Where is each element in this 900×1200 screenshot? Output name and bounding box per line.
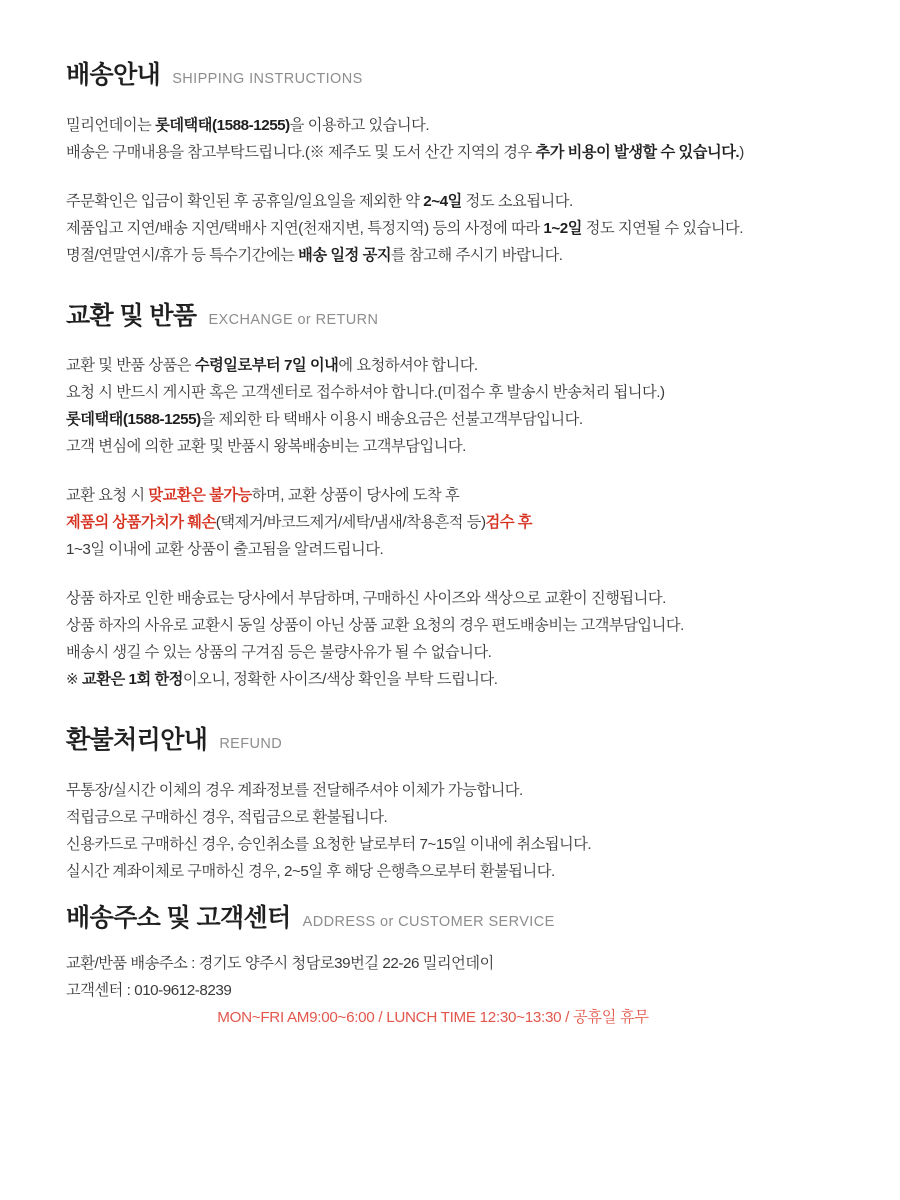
- address-heading-en: ADDRESS or CUSTOMER SERVICE: [302, 913, 555, 930]
- section-refund: [66, 727, 840, 885]
- address-heading: [66, 905, 840, 933]
- exchange-p3-line-4: ※ 교환은 1회 한정이오니, 정확한 사이즈/색상 확인을 부탁 드립니다.: [66, 671, 498, 688]
- business-hours: MON~FRI AM9:00~6:00 / LUNCH TIME 12:30~13:30 / 공휴일 휴무: [217, 1009, 649, 1026]
- refund-p1-line-2: 적립금으로 구매하신 경우, 적립금으로 환불됩니다.: [66, 808, 388, 826]
- shipping-paragraph-2: [66, 188, 840, 269]
- exchange-p2-line-1: 교환 요청 시 맞교환은 불가능하며, 교환 상품이 당사에 도착 후: [66, 487, 460, 504]
- exchange-p2-line-2: 제품의 상품가치가 훼손(택제거/바코드제거/세탁/냄새/착용흔적 등)검수 후: [66, 514, 533, 531]
- exchange-p1-line-2: 요청 시 반드시 게시판 혹은 고객센터로 접수하셔야 합니다.(미접수 후 발송시 반송처리 됩니다.): [66, 384, 665, 401]
- refund-p1-line-1: 무통장/실시간 이체의 경우 계좌정보를 전달해주셔야 이체가 가능합니다.: [66, 781, 523, 799]
- exchange-paragraph-1: [66, 352, 840, 460]
- shipping-p2-line-1: 주문확인은 입금이 확인된 후 공휴일/일요일을 제외한 약 2~4일 정도 소요됩니다.: [66, 192, 573, 210]
- refund-heading-en: REFUND: [219, 736, 283, 752]
- exchange-paragraph-2: [66, 482, 840, 563]
- section-shipping: [66, 62, 840, 269]
- shipping-heading: [66, 62, 840, 90]
- address-paragraph-1: [66, 950, 840, 1031]
- divider-space-2: [66, 693, 840, 727]
- exchange-paragraph-3: [66, 585, 840, 693]
- shipping-p2-line-3: 명절/연말연시/휴가 등 특수기간에는 배송 일정 공지를 참고해 주시기 바랍니다.: [66, 246, 563, 264]
- exchange-heading: [66, 303, 840, 331]
- exchange-p3-line-2: 상품 하자의 사유로 교환시 동일 상품이 아닌 상품 교환 요청의 경우 편도배송비는 고객부담입니다.: [66, 617, 684, 634]
- section-exchange-return: [66, 303, 840, 694]
- exchange-p1-line-1: 교환 및 반품 상품은 수령일로부터 7일 이내에 요청하셔야 합니다.: [66, 357, 478, 374]
- shipping-p1-line-1: 밀리언데이는 롯데택태(1588-1255)을 이용하고 있습니다.: [66, 116, 430, 134]
- exchange-p3-line-3: 배송시 생길 수 있는 상품의 구겨짐 등은 불량사유가 될 수 없습니다.: [66, 644, 492, 661]
- shipping-heading-ko: 배송안내: [66, 61, 161, 89]
- shipping-paragraph-1: [66, 112, 840, 166]
- section-address-customer-service: [66, 905, 840, 1032]
- shipping-p1-line-2: 배송은 구매내용을 참고부탁드립니다.(※ 제주도 및 도서 산간 지역의 경우 추가 비용이 발생할 수 있습니다.): [66, 143, 744, 161]
- divider-space-1: [66, 269, 840, 303]
- refund-heading: [66, 727, 840, 755]
- exchange-p3-line-1: 상품 하자로 인한 배송료는 당사에서 부담하며, 구매하신 사이즈와 색상으로 교환이 진행됩니다.: [66, 590, 666, 607]
- refund-heading-ko: 환불처리안내: [66, 726, 208, 754]
- address-line: 교환/반품 배송주소 : 경기도 양주시 청담로39번길 22-26 밀리언데이: [66, 955, 494, 972]
- shipping-heading-en: SHIPPING INSTRUCTIONS: [172, 71, 363, 87]
- address-heading-ko: 배송주소 및 고객센터: [66, 903, 291, 932]
- shipping-p2-line-2: 제품입고 지연/배송 지연/택배사 지연(천재지변, 특정지역) 등의 사정에 따라 1~2일 정도 지연될 수 있습니다.: [66, 219, 744, 237]
- exchange-heading-en: EXCHANGE or RETURN: [208, 311, 379, 328]
- exchange-p1-line-4: 고객 변심에 의한 교환 및 반품시 왕복배송비는 고객부담입니다.: [66, 438, 466, 455]
- customer-center-phone-line: 고객센터 : 010-9612-8239: [66, 982, 232, 999]
- refund-p1-line-4: 실시간 계좌이체로 구매하신 경우, 2~5일 후 해당 은행측으로부터 환불됩니다.: [66, 862, 555, 880]
- exchange-p2-line-3: 1~3일 이내에 교환 상품이 출고됨을 알려드립니다.: [66, 541, 384, 558]
- refund-p1-line-3: 신용카드로 구매하신 경우, 승인취소를 요청한 날로부터 7~15일 이내에 취소됩니다.: [66, 835, 592, 853]
- divider-space-3: [66, 885, 840, 905]
- exchange-p1-line-3: 롯데택태(1588-1255)을 제외한 타 택배사 이용시 배송요금은 선불고객부담입니다.: [66, 411, 583, 428]
- exchange-heading-ko: 교환 및 반품: [66, 301, 197, 330]
- refund-paragraph-1: [66, 777, 840, 885]
